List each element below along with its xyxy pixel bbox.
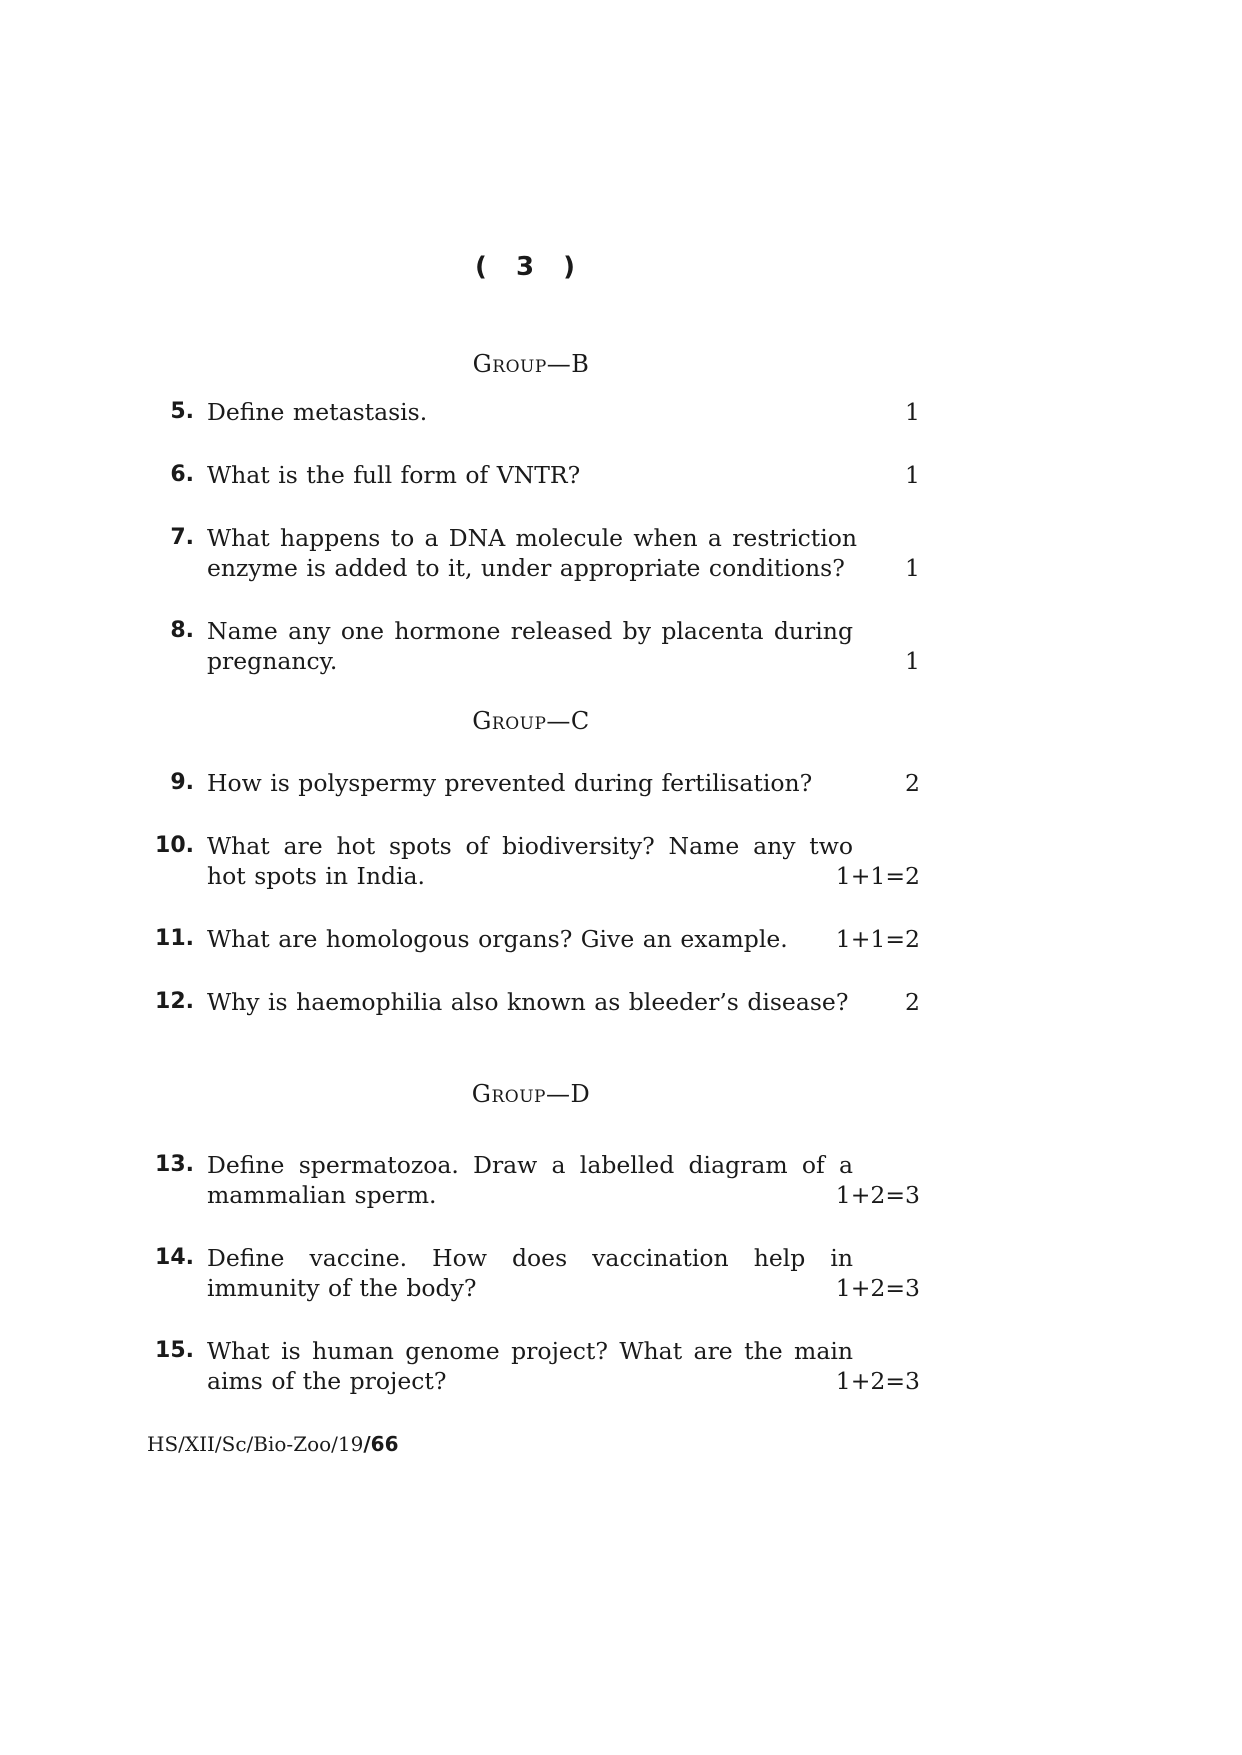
question-marks: 1 — [905, 554, 920, 582]
question-12 — [140, 987, 920, 1017]
question-marks: 1 — [905, 398, 920, 426]
question-number: 15. — [155, 1338, 194, 1363]
question-text: What are hot spots of biodiversity? Name any two hot spots in India. — [207, 832, 853, 890]
question-number: 13. — [155, 1152, 194, 1177]
question-number: 5. — [170, 399, 194, 424]
question-text: What happens to a DNA molecule when a restriction enzyme is added to it, under appropriate conditions? — [207, 524, 857, 582]
question-number: 8. — [170, 618, 194, 643]
question-5 — [140, 397, 920, 427]
question-marks: 1+2=3 — [835, 1181, 920, 1209]
question-text: Define metastasis. — [207, 398, 428, 426]
question-marks: 2 — [905, 769, 920, 797]
question-10 — [140, 831, 920, 891]
paper-code: HS/XII/Sc/Bio-Zoo/19 — [147, 1432, 364, 1456]
question-marks: 1 — [905, 647, 920, 675]
question-14 — [140, 1243, 920, 1303]
question-15 — [140, 1336, 920, 1396]
question-text: What is human genome project? What are the main aims of the project? — [207, 1337, 853, 1395]
question-7 — [140, 523, 920, 583]
question-text: Define spermatozoa. Draw a labelled diagram of a mammalian sperm. — [207, 1151, 853, 1209]
question-text: What are homologous organs? Give an example. — [207, 925, 788, 953]
question-9 — [140, 768, 920, 798]
question-number: 11. — [155, 926, 194, 951]
question-number: 14. — [155, 1245, 194, 1270]
question-11 — [140, 924, 920, 954]
question-text: Define vaccine. How does vaccination help in immunity of the body? — [207, 1244, 853, 1302]
group-d-heading: Group—D — [471, 1080, 591, 1108]
question-text: Name any one hormone released by placenta during pregnancy. — [207, 617, 853, 675]
question-marks: 2 — [905, 988, 920, 1016]
question-number: 6. — [170, 462, 194, 487]
paper-code-footer — [147, 1432, 399, 1456]
question-13 — [140, 1150, 920, 1210]
question-text: How is polyspermy prevented during fertilisation? — [207, 769, 813, 797]
question-number: 7. — [170, 525, 194, 550]
page-number: ( 3 ) — [475, 252, 585, 282]
question-text: Why is haemophilia also known as bleeder’s disease? — [207, 988, 849, 1016]
question-marks: 1+2=3 — [835, 1367, 920, 1395]
question-marks: 1 — [905, 461, 920, 489]
question-text: What is the full form of VNTR? — [207, 461, 581, 489]
question-marks: 1+1=2 — [835, 862, 920, 890]
question-marks: 1+2=3 — [835, 1274, 920, 1302]
paper-code-suffix: /66 — [363, 1432, 399, 1456]
question-marks: 1+1=2 — [835, 925, 920, 953]
question-number: 9. — [170, 770, 194, 795]
question-6 — [140, 460, 920, 490]
question-8 — [140, 616, 920, 676]
question-number: 10. — [155, 833, 194, 858]
question-number: 12. — [155, 989, 194, 1014]
group-c-heading: Group—C — [472, 707, 590, 735]
group-b-heading: Group—B — [472, 350, 590, 378]
